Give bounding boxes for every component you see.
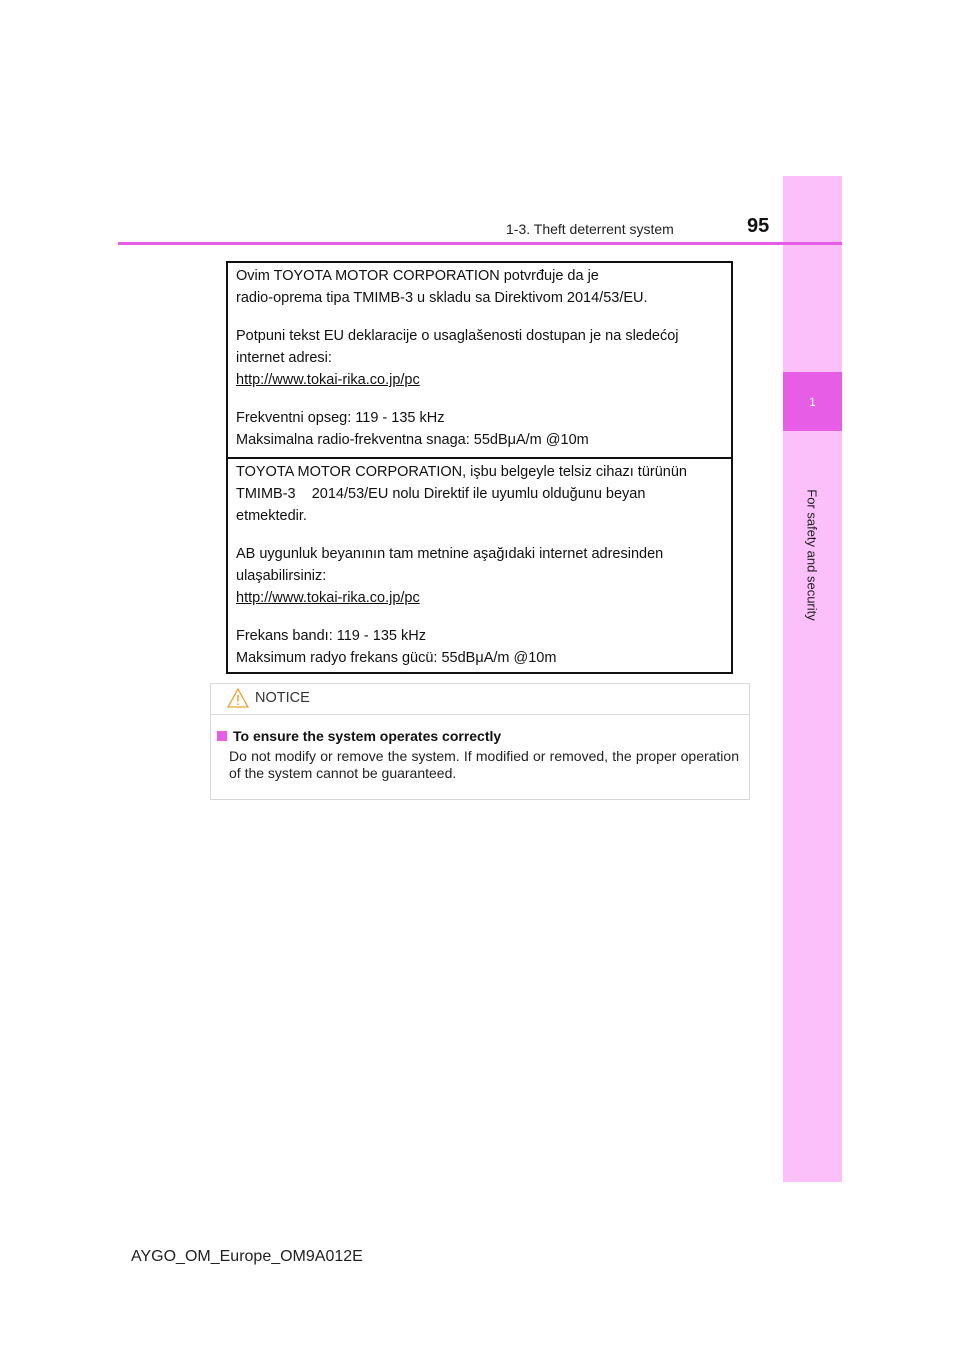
declaration-line: ulaşabilirsiniz: (236, 568, 327, 584)
declaration-line: Frekventni opseg: 119 - 135 kHz (236, 410, 445, 426)
declaration-line: TMIMB-3 2014/53/EU nolu Direktif ile uyumlu olduğunu beyan (236, 486, 646, 502)
notice-header (211, 684, 749, 715)
serbian-declaration (236, 265, 723, 451)
notice-body (217, 727, 739, 782)
chapter-number: 1 (809, 394, 816, 409)
declaration-line: TOYOTA MOTOR CORPORATION, işbu belgeyle telsiz cihazı türünün (236, 464, 687, 480)
declaration-line: Maksimalna radio-frekventna snaga: 55dBμA/m @10m (236, 432, 589, 448)
notice-label: NOTICE (255, 690, 310, 706)
notice-title-text: To ensure the system operates correctly (233, 728, 502, 744)
declaration-line: etmektedir. (236, 508, 307, 524)
square-bullet-icon (217, 731, 227, 741)
declaration-divider (228, 457, 731, 459)
header-rule (118, 242, 842, 245)
declaration-line: AB uygunluk beyanının tam metnine aşağıdaki internet adresinden (236, 546, 664, 562)
chapter-label: For safety and security (804, 489, 820, 621)
declaration-link[interactable]: http://www.tokai-rika.co.jp/pc (236, 372, 420, 388)
page-number: 95 (747, 215, 770, 237)
notice-title (217, 727, 739, 746)
section-title: 1-3. Theft deterrent system (506, 221, 674, 237)
document-code: AYGO_OM_Europe_OM9A012E (131, 1248, 363, 1265)
notice-box (210, 683, 750, 800)
side-chapter-tab (783, 176, 842, 1182)
chapter-number-tab[interactable] (783, 372, 842, 431)
declaration-line: Maksimum radyo frekans gücü: 55dBμA/m @10m (236, 650, 557, 666)
declaration-line: Frekans bandı: 119 - 135 kHz (236, 628, 426, 644)
declaration-box (226, 261, 733, 674)
declaration-line: radio-oprema tipa TMIMB-3 u skladu sa Direktivom 2014/53/EU. (236, 290, 648, 306)
notice-text: Do not modify or remove the system. If modified or removed, the proper operation of the system cannot be guaranteed. (229, 748, 739, 781)
declaration-link[interactable]: http://www.tokai-rika.co.jp/pc (236, 590, 420, 606)
declaration-line: Potpuni tekst EU deklaracije o usaglašenosti dostupan je na sledećoj (236, 328, 679, 344)
turkish-declaration (236, 461, 723, 669)
warning-triangle-icon (227, 688, 249, 708)
declaration-line: internet adresi: (236, 350, 332, 366)
declaration-line: Ovim TOYOTA MOTOR CORPORATION potvrđuje da je (236, 268, 599, 284)
